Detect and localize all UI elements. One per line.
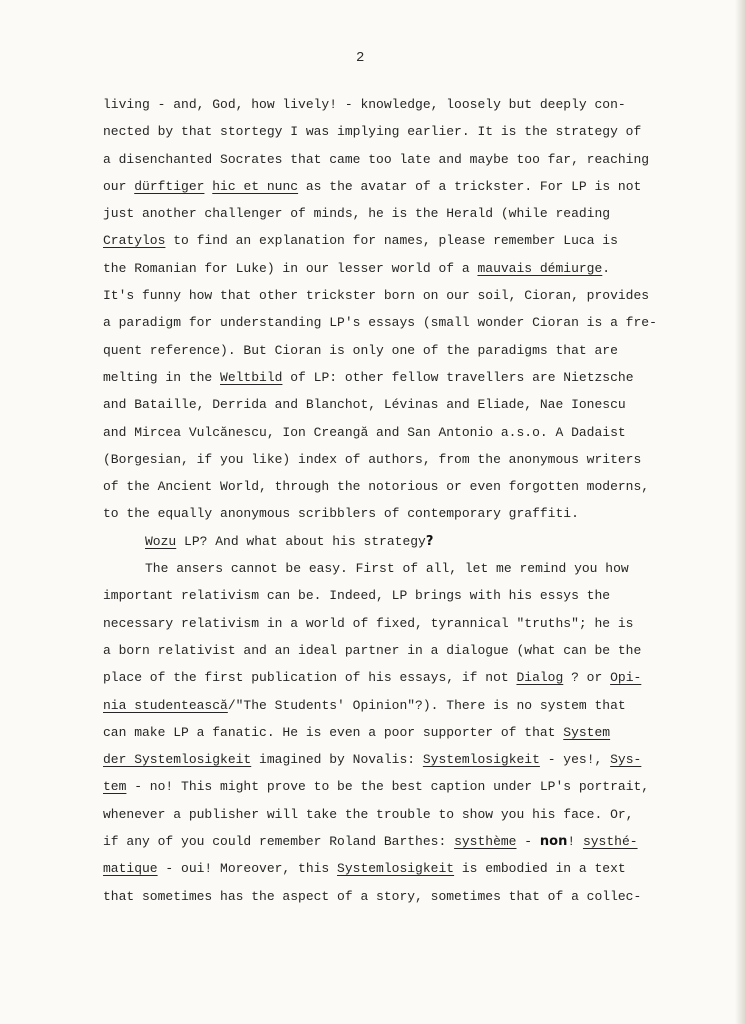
text-line (103, 391, 731, 418)
text-run: whenever a publisher will take the trouble to show you his face. Or, (103, 806, 634, 822)
text-run: . (602, 260, 611, 276)
underlined-term: System (563, 724, 611, 740)
text-run: The ansers cannot be easy. First of all, let me remind you how (145, 561, 629, 577)
text-run: if any of you could remember Roland Barthes: (103, 834, 455, 850)
text-run: and Mircea Vulcănescu, Ion Creangă and San Antonio a.s.o. A Dadaist (103, 424, 626, 440)
underlined-term: dürftiger (134, 178, 205, 194)
text-run: - oui! Moreover, this (157, 861, 338, 877)
text-run: - no! This might prove to be the best caption under LP's portrait, (126, 779, 650, 795)
text-run: the Romanian for Luke) in our lesser world of a (103, 260, 478, 276)
text-run: ? or (563, 670, 611, 686)
text-line (103, 883, 731, 910)
underlined-term: Wozu (145, 533, 177, 549)
text-run: is embodied in a text (454, 861, 626, 877)
text-line (103, 528, 731, 555)
text-run: as the avatar of a trickster. For LP is not (298, 178, 642, 194)
text-run: of LP: other fellow travellers are Nietzsche (282, 369, 634, 385)
underlined-term: Sys- (610, 752, 642, 768)
text-line (103, 118, 731, 145)
text-run: nected by that stortegy I was implying earlier. It is the strategy of (103, 124, 642, 140)
text-line (103, 855, 731, 882)
text-line (103, 555, 731, 582)
underlined-term: Systemlosigkeit (422, 752, 540, 768)
text-run: important relativism can be. Indeed, LP brings with his essys the (103, 588, 611, 604)
underlined-term: Cratylos (103, 233, 166, 249)
underlined-term: der Systemlosigkeit (103, 752, 252, 768)
text-run: living - and, God, how lively! - knowledge, loosely but deeply con- (103, 97, 626, 112)
page-number: 2 (356, 50, 365, 66)
underlined-term: Dialog (516, 670, 564, 686)
text-line (103, 473, 731, 500)
text-line (103, 500, 731, 527)
underlined-term: mauvais démiurge (477, 260, 603, 276)
text-line (103, 610, 731, 637)
underlined-term: matique (103, 861, 158, 877)
underlined-term: systhème (454, 834, 517, 850)
text-run: to find an explanation for names, please remember Luca is (165, 233, 618, 249)
text-line (103, 692, 731, 719)
underlined-term: systhé- (582, 834, 638, 850)
underlined-term: hic et nunc (212, 178, 299, 194)
underlined-term: Opi- (610, 670, 642, 686)
text-run: imagined by Novalis: (251, 752, 423, 768)
text-line (103, 828, 731, 855)
text-line (103, 282, 731, 309)
text-run: our (103, 178, 135, 194)
text-run: of the Ancient World, through the notorious or even forgotten moderns, (103, 479, 650, 495)
text-line (103, 255, 731, 282)
text-run: - yes!, (539, 752, 611, 768)
underlined-term: Systemlosigkeit (337, 861, 455, 877)
text-line (103, 664, 731, 691)
text-run: /"The Students' Opinion"?). There is no system that (227, 697, 626, 713)
text-line (103, 637, 731, 664)
text-line (103, 746, 731, 773)
text-line (103, 173, 731, 200)
text-line (103, 582, 731, 609)
underlined-term: Weltbild (220, 369, 283, 385)
paper-edge (735, 0, 745, 1024)
text-line (103, 773, 731, 800)
text-run: and Bataille, Derrida and Blanchot, Lévinas and Eliade, Nae Ionescu (103, 397, 626, 413)
text-run: can make LP a fanatic. He is even a poor supporter of that (103, 724, 564, 740)
underlined-term: nia studentească (103, 697, 228, 713)
text-run: a paradigm for understanding LP's essays (small wonder Cioran is a fre- (103, 315, 657, 331)
text-line (103, 364, 731, 391)
underlined-term: tem (103, 779, 127, 795)
text-line (103, 227, 731, 254)
text-run: It's funny how that other trickster born on our soil, Cioran, provides (103, 288, 650, 304)
text-run: LP? And what about his strategy (176, 533, 426, 549)
text-line (103, 337, 731, 364)
text-run: to the equally anonymous scribblers of contemporary graffiti. (103, 506, 579, 522)
text-line (103, 91, 731, 118)
text-run: - (516, 834, 540, 850)
text-line (103, 419, 731, 446)
text-line (103, 200, 731, 227)
text-run: that sometimes has the aspect of a story, sometimes that of a collec- (103, 888, 642, 904)
text-run: melting in the (103, 369, 221, 385)
text-line (103, 801, 731, 828)
text-run: quent reference). But Cioran is only one of the paradigms that are (103, 342, 618, 358)
text-run: ! (567, 834, 583, 850)
text-run: necessary relativism in a world of fixed, tyrannical "truths"; he is (103, 615, 634, 631)
text-line (103, 446, 731, 473)
text-run: just another challenger of minds, he is the Herald (while reading (103, 206, 611, 222)
text-run: a disenchanted Socrates that came too late and maybe too far, reaching (103, 151, 650, 167)
text-run: a born relativist and an ideal partner in a dialogue (what can be the (103, 642, 642, 658)
handwritten-correction: ? (425, 533, 434, 549)
text-run: place of the first publication of his essays, if not (103, 670, 517, 686)
text-line (103, 719, 731, 746)
text-run: (Borgesian, if you like) index of authors, from the anonymous writers (103, 451, 642, 467)
text-line (103, 309, 731, 336)
handwritten-correction: non (539, 834, 568, 850)
body-text (103, 91, 731, 910)
text-line (103, 146, 731, 173)
